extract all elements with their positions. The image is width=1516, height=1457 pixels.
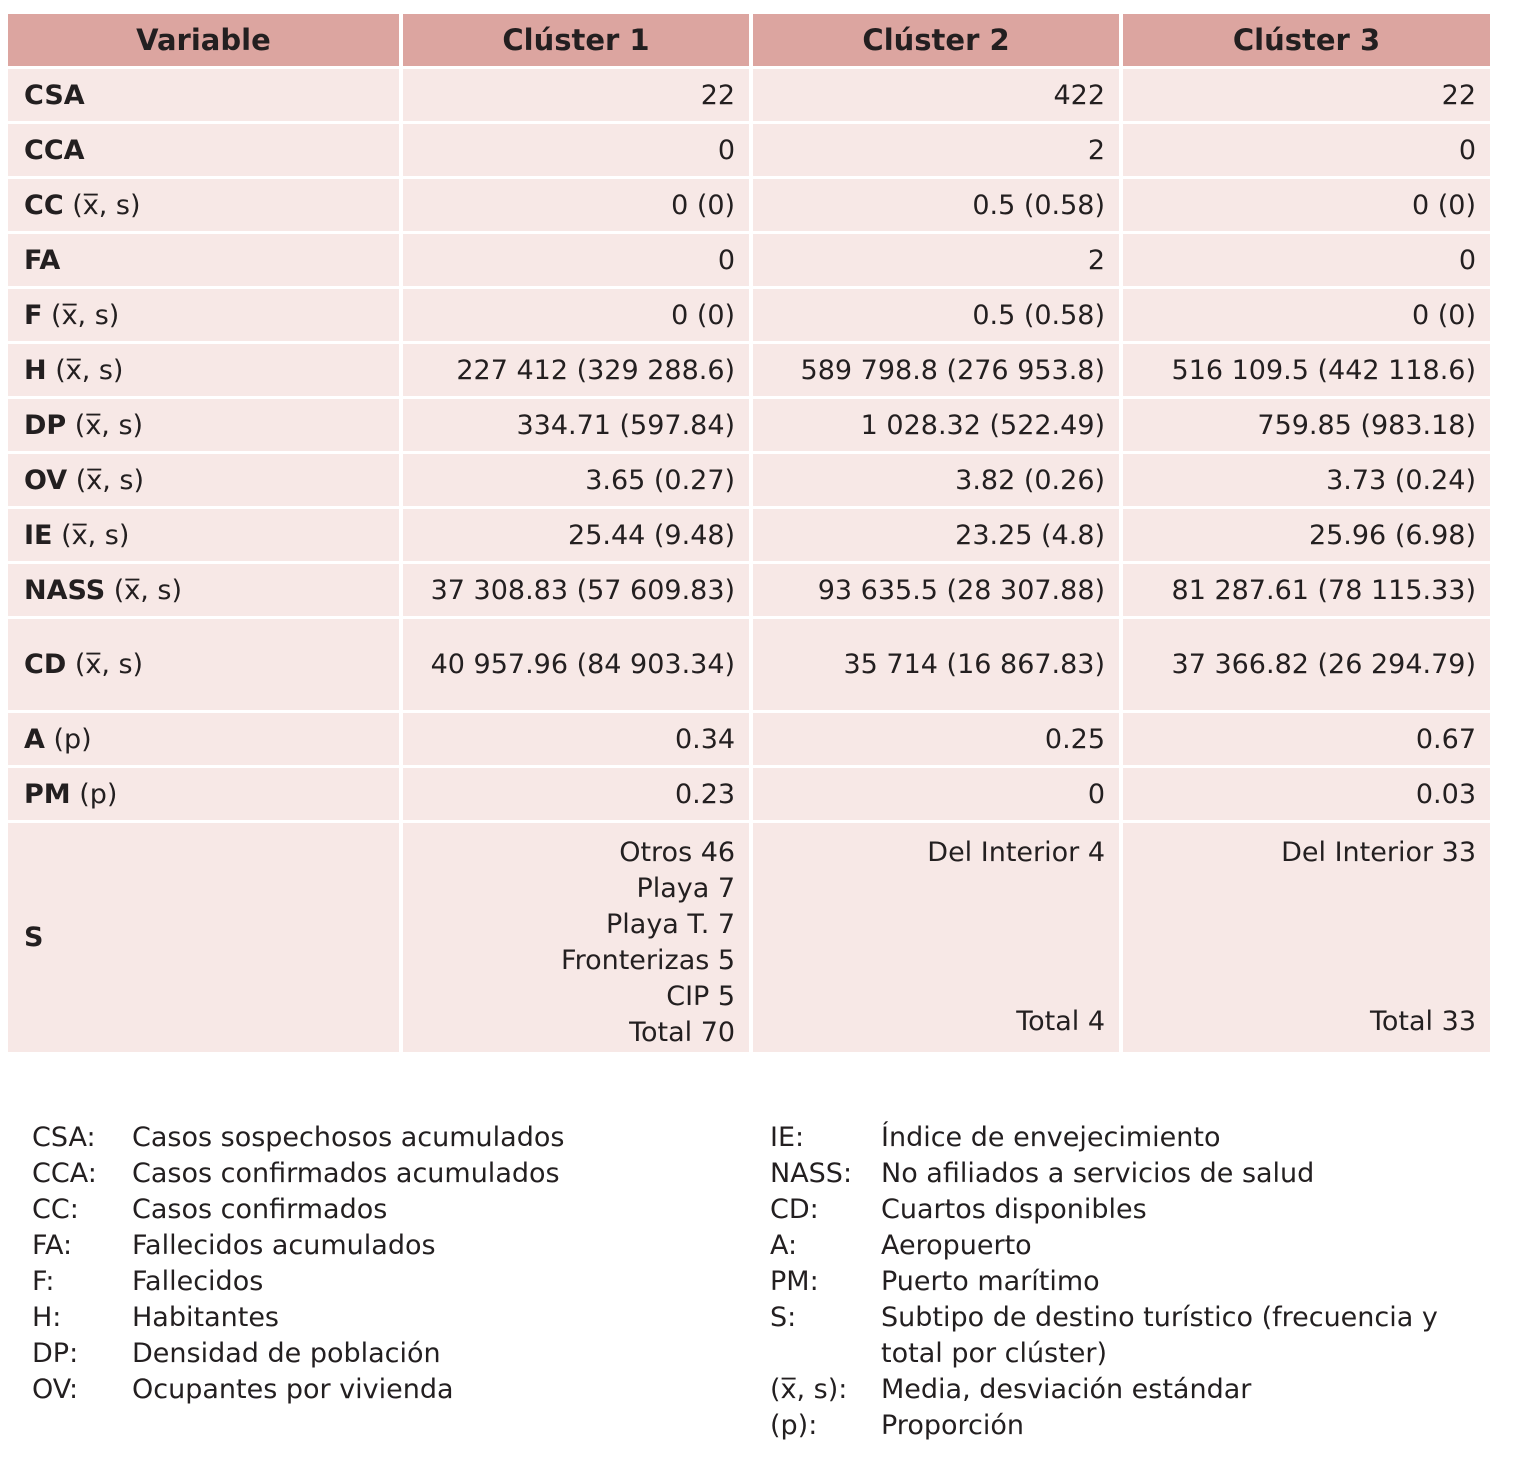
legend-entry — [32, 1372, 564, 1408]
value-cell: 2 — [753, 234, 1119, 286]
table-row — [8, 619, 1490, 710]
legend-def: No afiliados a servicios de salud — [881, 1158, 1315, 1189]
table-row — [8, 124, 1490, 176]
variable-stat: (x̅, s) — [52, 519, 130, 551]
value-cell: 0.25 — [753, 713, 1119, 765]
value-cell: 23.25 (4.8) — [753, 509, 1119, 561]
value-cell: 0 — [403, 234, 749, 286]
subtype-row — [8, 823, 1490, 1052]
legend-entry — [770, 1372, 1491, 1408]
value-cell: 93 635.5 (28 307.88) — [753, 564, 1119, 616]
table-row — [8, 179, 1490, 231]
value-cell: 0.23 — [403, 768, 749, 820]
legend-entry — [32, 1156, 564, 1192]
value-cell: 0 — [1123, 234, 1490, 286]
variable-code: FA — [24, 244, 61, 276]
legend-entry — [770, 1300, 1491, 1372]
value-cell: 3.82 (0.26) — [753, 454, 1119, 506]
table-row — [8, 69, 1490, 121]
value-cell: 35 714 (16 867.83) — [753, 619, 1119, 710]
table-row — [8, 454, 1490, 506]
value-cell: 25.44 (9.48) — [403, 509, 749, 561]
legend-def: Fallecidos — [132, 1266, 264, 1297]
variable-cell — [8, 399, 399, 451]
legend-def: Casos sospechosos acumulados — [132, 1122, 565, 1153]
variable-cell — [8, 564, 399, 616]
value-cell: 0.03 — [1123, 768, 1490, 820]
cluster-table — [4, 11, 1494, 1055]
variable-stat: (x̅, s) — [67, 464, 144, 496]
value-cell: 0 (0) — [1123, 289, 1490, 341]
subtype-cell — [1123, 823, 1490, 1052]
legend-def: Puerto marítimo — [881, 1266, 1100, 1297]
legend-entry — [770, 1264, 1491, 1300]
variable-code: CC — [24, 189, 64, 221]
legend-abbr: IE: — [770, 1122, 805, 1153]
variable-code: S — [24, 922, 44, 953]
header-cluster-2: Clúster 2 — [753, 14, 1119, 66]
variable-cell — [8, 124, 399, 176]
legend-entry — [32, 1264, 564, 1300]
value-cell: 0 — [753, 768, 1119, 820]
variable-code: H — [24, 354, 47, 386]
value-cell: 40 957.96 (84 903.34) — [403, 619, 749, 710]
legend-abbr: (x̅, s): — [770, 1374, 848, 1405]
value-cell: 0.5 (0.58) — [753, 179, 1119, 231]
variable-cell — [8, 454, 399, 506]
table-row — [8, 564, 1490, 616]
value-cell: 37 308.83 (57 609.83) — [403, 564, 749, 616]
legend-def: Casos confirmados — [132, 1194, 388, 1225]
legend-entry — [770, 1120, 1491, 1156]
variable-code: OV — [24, 464, 68, 496]
variable-cell — [8, 619, 399, 710]
value-cell: 25.96 (6.98) — [1123, 509, 1490, 561]
variable-cell — [8, 823, 399, 1052]
table-row — [8, 768, 1490, 820]
legend-def: Índice de envejecimiento — [881, 1122, 1221, 1153]
value-cell: 0 — [403, 124, 749, 176]
value-cell: 227 412 (329 288.6) — [403, 344, 749, 396]
subtype-item: Playa 7 — [636, 873, 736, 904]
legend-abbr: DP: — [32, 1338, 79, 1369]
subtype-cell — [753, 823, 1119, 1052]
legend-entry — [32, 1192, 564, 1228]
legend-def: Cuartos disponibles — [881, 1194, 1147, 1225]
table-row — [8, 509, 1490, 561]
header-cluster-1: Clúster 1 — [403, 14, 749, 66]
variable-code: IE — [24, 519, 53, 551]
value-cell: 0.67 — [1123, 713, 1490, 765]
variable-cell — [8, 344, 399, 396]
value-cell: 0 (0) — [1123, 179, 1490, 231]
subtype-item: Del Interior 33 — [1281, 837, 1476, 868]
variable-code: DP — [24, 409, 67, 441]
legend-def: Proporción — [881, 1410, 1024, 1441]
variable-code: CSA — [24, 79, 85, 111]
variable-stat: (p) — [44, 723, 92, 755]
legend-abbr: CCA: — [32, 1158, 97, 1189]
value-cell: 0 (0) — [403, 179, 749, 231]
legend-left — [32, 1120, 564, 1408]
value-cell: 37 366.82 (26 294.79) — [1123, 619, 1490, 710]
table-row — [8, 234, 1490, 286]
table-row — [8, 399, 1490, 451]
value-cell: 759.85 (983.18) — [1123, 399, 1490, 451]
table-row — [8, 289, 1490, 341]
legend-def: Media, desviación estándar — [881, 1374, 1252, 1405]
variable-stat: (p) — [70, 778, 118, 810]
variable-code: CCA — [24, 134, 85, 166]
variable-stat: (x̅, s) — [42, 299, 120, 331]
value-cell: 0.5 (0.58) — [753, 289, 1119, 341]
legend-abbr: H: — [32, 1302, 62, 1333]
legend-entry — [770, 1408, 1491, 1444]
legend-abbr: NASS: — [770, 1158, 853, 1189]
legend-abbr: PM: — [770, 1266, 819, 1297]
variable-cell — [8, 713, 399, 765]
variable-cell — [8, 179, 399, 231]
variable-stat: (x̅, s) — [46, 354, 124, 386]
variable-stat: (x̅, s) — [63, 189, 141, 221]
legend-entry — [32, 1120, 564, 1156]
subtype-total: Total 33 — [1370, 1006, 1476, 1037]
legend-def: Aeropuerto — [881, 1230, 1032, 1261]
value-cell: 2 — [753, 124, 1119, 176]
variable-code: NASS — [24, 574, 106, 606]
value-cell: 334.71 (597.84) — [403, 399, 749, 451]
value-cell: 0 (0) — [403, 289, 749, 341]
variable-cell — [8, 289, 399, 341]
legend-abbr: OV: — [32, 1374, 79, 1405]
variable-stat: (x̅, s) — [66, 409, 144, 441]
legend-abbr: CSA: — [32, 1122, 96, 1153]
header-cluster-3: Clúster 3 — [1123, 14, 1490, 66]
value-cell: 516 109.5 (442 118.6) — [1123, 344, 1490, 396]
legend-entry — [770, 1192, 1491, 1228]
subtype-item: Fronterizas 5 — [561, 945, 736, 976]
subtype-total: Total 4 — [1016, 1006, 1106, 1037]
value-cell: 589 798.8 (276 953.8) — [753, 344, 1119, 396]
legend-right — [770, 1120, 1491, 1444]
variable-code: PM — [24, 778, 71, 810]
legend-abbr: CD: — [770, 1194, 819, 1225]
subtype-item: Del Interior 4 — [927, 837, 1106, 868]
variable-cell — [8, 768, 399, 820]
value-cell: 422 — [753, 69, 1119, 121]
variable-cell — [8, 69, 399, 121]
legend-abbr: S: — [770, 1302, 797, 1333]
variable-code: A — [24, 723, 45, 755]
legend-abbr: A: — [770, 1230, 798, 1261]
subtype-cell — [403, 823, 749, 1052]
legend-entry — [32, 1300, 564, 1336]
variable-cell — [8, 234, 399, 286]
subtype-item: Playa T. 7 — [606, 909, 736, 940]
value-cell: 81 287.61 (78 115.33) — [1123, 564, 1490, 616]
variable-code: F — [24, 299, 43, 331]
table-row — [8, 713, 1490, 765]
legend-def: Densidad de población — [132, 1338, 441, 1369]
header-row — [8, 14, 1490, 66]
value-cell: 22 — [1123, 69, 1490, 121]
value-cell: 3.73 (0.24) — [1123, 454, 1490, 506]
legend-def: Casos confirmados acumulados — [132, 1158, 560, 1189]
value-cell: 22 — [403, 69, 749, 121]
value-cell: 0.34 — [403, 713, 749, 765]
legend-abbr: CC: — [32, 1194, 79, 1225]
subtype-total: Total 70 — [629, 1017, 736, 1048]
value-cell: 3.65 (0.27) — [403, 454, 749, 506]
legend-entry — [770, 1156, 1491, 1192]
legend-def: Ocupantes por vivienda — [132, 1374, 454, 1405]
legend-entry — [770, 1228, 1491, 1264]
legend-def: Habitantes — [132, 1302, 279, 1333]
subtype-item: CIP 5 — [666, 981, 736, 1012]
table-row — [8, 344, 1490, 396]
variable-stat: (x̅, s) — [105, 574, 183, 606]
variable-cell — [8, 509, 399, 561]
value-cell: 1 028.32 (522.49) — [753, 399, 1119, 451]
legend-abbr: FA: — [32, 1230, 73, 1261]
legend-abbr: F: — [32, 1266, 55, 1297]
legend-entry — [32, 1228, 564, 1264]
variable-stat: (x̅, s) — [66, 648, 144, 680]
value-cell: 0 — [1123, 124, 1490, 176]
variable-code: CD — [24, 648, 67, 680]
legend-def: Fallecidos acumulados — [132, 1230, 436, 1261]
header-variable: Variable — [8, 14, 399, 66]
legend-abbr: (p): — [770, 1410, 818, 1441]
legend-def: Subtipo de destino turístico (frecuencia y total por clúster) — [881, 1302, 1438, 1369]
legend-entry — [32, 1336, 564, 1372]
subtype-item: Otros 46 — [619, 837, 736, 868]
